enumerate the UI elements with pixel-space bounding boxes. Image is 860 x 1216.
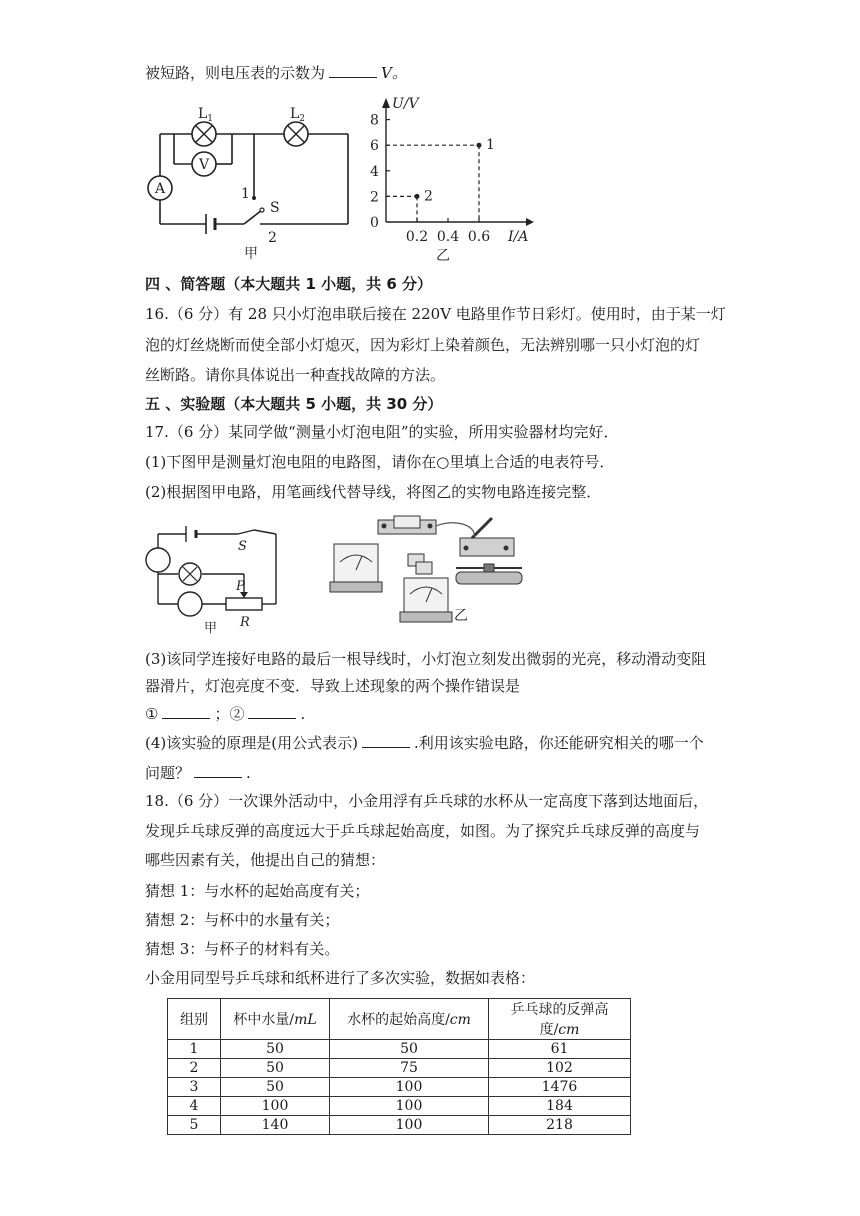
q18-hypothesis-1: 猜想 1：与水杯的起始高度有关；: [145, 882, 370, 900]
table-cell: 5: [168, 1116, 221, 1135]
meter-2-icon: [400, 578, 452, 622]
x-axis-arrow-icon: [526, 218, 534, 226]
q15-circuit-diagram: [140, 98, 360, 263]
q18-line-1: 18.（6 分）一次课外活动中，小金用浮有乒乓球的水杯从一定高度下落到达地面后，: [145, 792, 709, 810]
meter-1-icon: [330, 544, 382, 592]
q17-line-5: 器滑片，灯泡亮度不变．导致上述现象的两个操作错误是: [145, 677, 521, 695]
table-row: [168, 1078, 631, 1097]
table-cell: 50: [221, 1078, 330, 1097]
table-cell: 184: [489, 1097, 631, 1116]
table-row: [168, 1116, 631, 1135]
q17-line-8-end: .: [246, 764, 251, 782]
y-tick-label: 2: [370, 189, 379, 206]
x-tick-label: 0.6: [467, 229, 491, 245]
table-row: [168, 1040, 631, 1059]
x-tick-label: 0.4: [436, 229, 460, 245]
switch-label: S: [270, 200, 280, 216]
q17-answer-blank-3[interactable]: [362, 733, 410, 748]
resistor-label: R: [240, 615, 250, 630]
y-tick-label: 6: [370, 138, 379, 155]
battery-pack-icon: [408, 554, 432, 574]
q17-fig-yi-caption: 乙: [454, 608, 468, 624]
data-point: [477, 143, 482, 148]
table-cell: 140: [221, 1116, 330, 1135]
table-cell: 50: [221, 1040, 330, 1059]
table-cell: 50: [330, 1040, 489, 1059]
table-cell: 1: [168, 1040, 221, 1059]
y-axis-arrow-icon: [382, 98, 390, 108]
voltmeter-label: V: [198, 157, 210, 173]
q17-fig-jia-caption: 甲: [204, 621, 218, 634]
slider-label: P: [236, 579, 245, 594]
q17-apparatus-photo: [326, 512, 532, 624]
y-tick-label: 0: [370, 215, 379, 231]
lamp-l1-icon: [192, 122, 216, 146]
q16-line-3: 丝断路。请你具体说出一种查找故障的方法。: [145, 366, 446, 384]
col-header-water: 杯中水量/mL: [221, 999, 330, 1040]
q18-hypothesis-2: 猜想 2：与杯中的水量有关；: [145, 911, 340, 929]
q17-circuit-diagram: [142, 522, 282, 634]
q18-hypothesis-3: 猜想 3：与杯子的材料有关。: [145, 940, 340, 958]
table-cell: 3: [168, 1078, 221, 1097]
l1-label: $L_1$: [198, 106, 214, 124]
y-tick-label: 8: [370, 112, 379, 129]
section-4-heading: 四 、简答题（本大题共 1 小题，共 6 分）: [145, 275, 432, 293]
table-row: [168, 1097, 631, 1116]
q17-answer-blank-1[interactable]: [162, 704, 210, 719]
q17-principle-text: (4)该实验的原理是(用公式表示): [145, 734, 358, 752]
table-cell: 102: [489, 1059, 631, 1078]
table-header-row: [168, 999, 631, 1040]
switch-board: [460, 518, 514, 556]
q18-line-3: 哪些因素有关，他提出自己的猜想：: [145, 851, 386, 869]
q17-line-6: [145, 703, 305, 725]
q16-line-1: 16.（6 分）有 28 只小灯泡串联后接在 220V 电路里作节日彩灯。使用时，由于某一灯: [145, 305, 726, 323]
rheostat-icon: [226, 598, 262, 610]
q15-tail-text: 被短路，则电压表的示数为: [145, 64, 326, 82]
data-point: [415, 194, 420, 199]
table-cell: 100: [330, 1097, 489, 1116]
q17-line-6-end: .: [300, 705, 306, 723]
q17-research-text: .利用该实验电路，你还能研究相关的哪一个: [413, 734, 704, 752]
q18-data-table: [167, 998, 631, 1135]
x-tick-label: 0.2: [405, 229, 429, 245]
rheostat-photo-icon: [456, 564, 522, 584]
point-label: 2: [424, 188, 433, 205]
q15-tail-unit: V。: [381, 64, 407, 82]
point-label: 1: [486, 137, 495, 154]
y-axis-label: U/V: [392, 96, 419, 112]
table-cell: 100: [221, 1097, 330, 1116]
q15-tail-line: [145, 62, 407, 84]
table-cell: 4: [168, 1097, 221, 1116]
q15-ui-graph: [362, 96, 534, 266]
table-cell: 100: [330, 1078, 489, 1097]
q18-line-table-intro: 小金用同型号乒乓球和纸杯进行了多次实验，数据如表格：: [145, 969, 536, 987]
col-header-start-height: 水杯的起始高度/cm: [330, 999, 489, 1040]
fig-yi-caption: 乙: [436, 248, 450, 264]
table-cell: 218: [489, 1116, 631, 1135]
col-header-group: 组别: [168, 999, 221, 1040]
table-cell: 2: [168, 1059, 221, 1078]
q17-switch-label: S: [238, 539, 247, 554]
q17-line-7: [145, 732, 704, 754]
table-row: [168, 1059, 631, 1078]
fig-jia-caption: 甲: [244, 246, 258, 262]
x-axis-label: I/A: [508, 229, 529, 245]
table-cell: 61: [489, 1040, 631, 1059]
table-cell: 75: [330, 1059, 489, 1078]
q17-line-8: [145, 762, 251, 784]
q17-line-3: (2)根据图甲电路，用笔画线代替导线，将图乙的实物电路连接完整．: [145, 483, 602, 501]
q17-lamp-icon: [179, 563, 201, 585]
q18-line-2: 发现乒乓球反弹的高度远大于乒乓球起始高度，如图。为了探究乒乓球反弹的高度与: [145, 822, 701, 840]
q17-line-4: (3)该同学连接好电路的最后一根导线时，小灯泡立刻发出微弱的光亮，移动滑动变阻: [145, 650, 707, 668]
lamp-l2-icon: [284, 122, 308, 146]
ammeter-label: A: [154, 181, 166, 197]
q17-meter-blank-2-icon[interactable]: [178, 592, 202, 616]
q17-line-1: 17.（6 分）某同学做“测量小灯泡电阻”的实验，所用实验器材均完好．: [145, 423, 619, 441]
switch-contact-2: [260, 208, 264, 212]
q17-blank-1-label: ①: [145, 705, 159, 723]
table-cell: 50: [221, 1059, 330, 1078]
q17-answer-blank-4[interactable]: [194, 763, 242, 778]
q17-line-2: (1)下图甲是测量灯泡电阻的电路图，请你在○里填上合适的电表符号．: [145, 453, 615, 471]
l2-label: $L_2$: [290, 106, 306, 124]
col-header-bounce-height: 乒乓球的反弹高度/cm: [489, 999, 631, 1040]
y-tick-label: 4: [370, 163, 379, 180]
table-cell: 1476: [489, 1078, 631, 1097]
lamp-holder-board: [378, 516, 436, 534]
q17-question-text: 问题？: [145, 764, 191, 782]
switch-contact-1: [252, 196, 256, 200]
switch-pos2-label: 2: [268, 230, 277, 246]
switch-pos1-label: 1: [241, 186, 250, 202]
section-5-heading: 五 、实验题（本大题共 5 小题，共 30 分）: [145, 395, 443, 413]
q17-meter-blank-1-icon[interactable]: [146, 548, 170, 572]
q17-answer-blank-2[interactable]: [248, 704, 296, 719]
connecting-wire: [436, 523, 474, 536]
q17-blank-2-label: ；②: [214, 705, 245, 723]
q15-answer-blank[interactable]: [329, 63, 377, 78]
q16-line-2: 泡的灯丝烧断而使全部小灯熄灭，因为彩灯上染着颜色，无法辨别哪一只小灯泡的灯: [145, 336, 701, 354]
table-cell: 100: [330, 1116, 489, 1135]
